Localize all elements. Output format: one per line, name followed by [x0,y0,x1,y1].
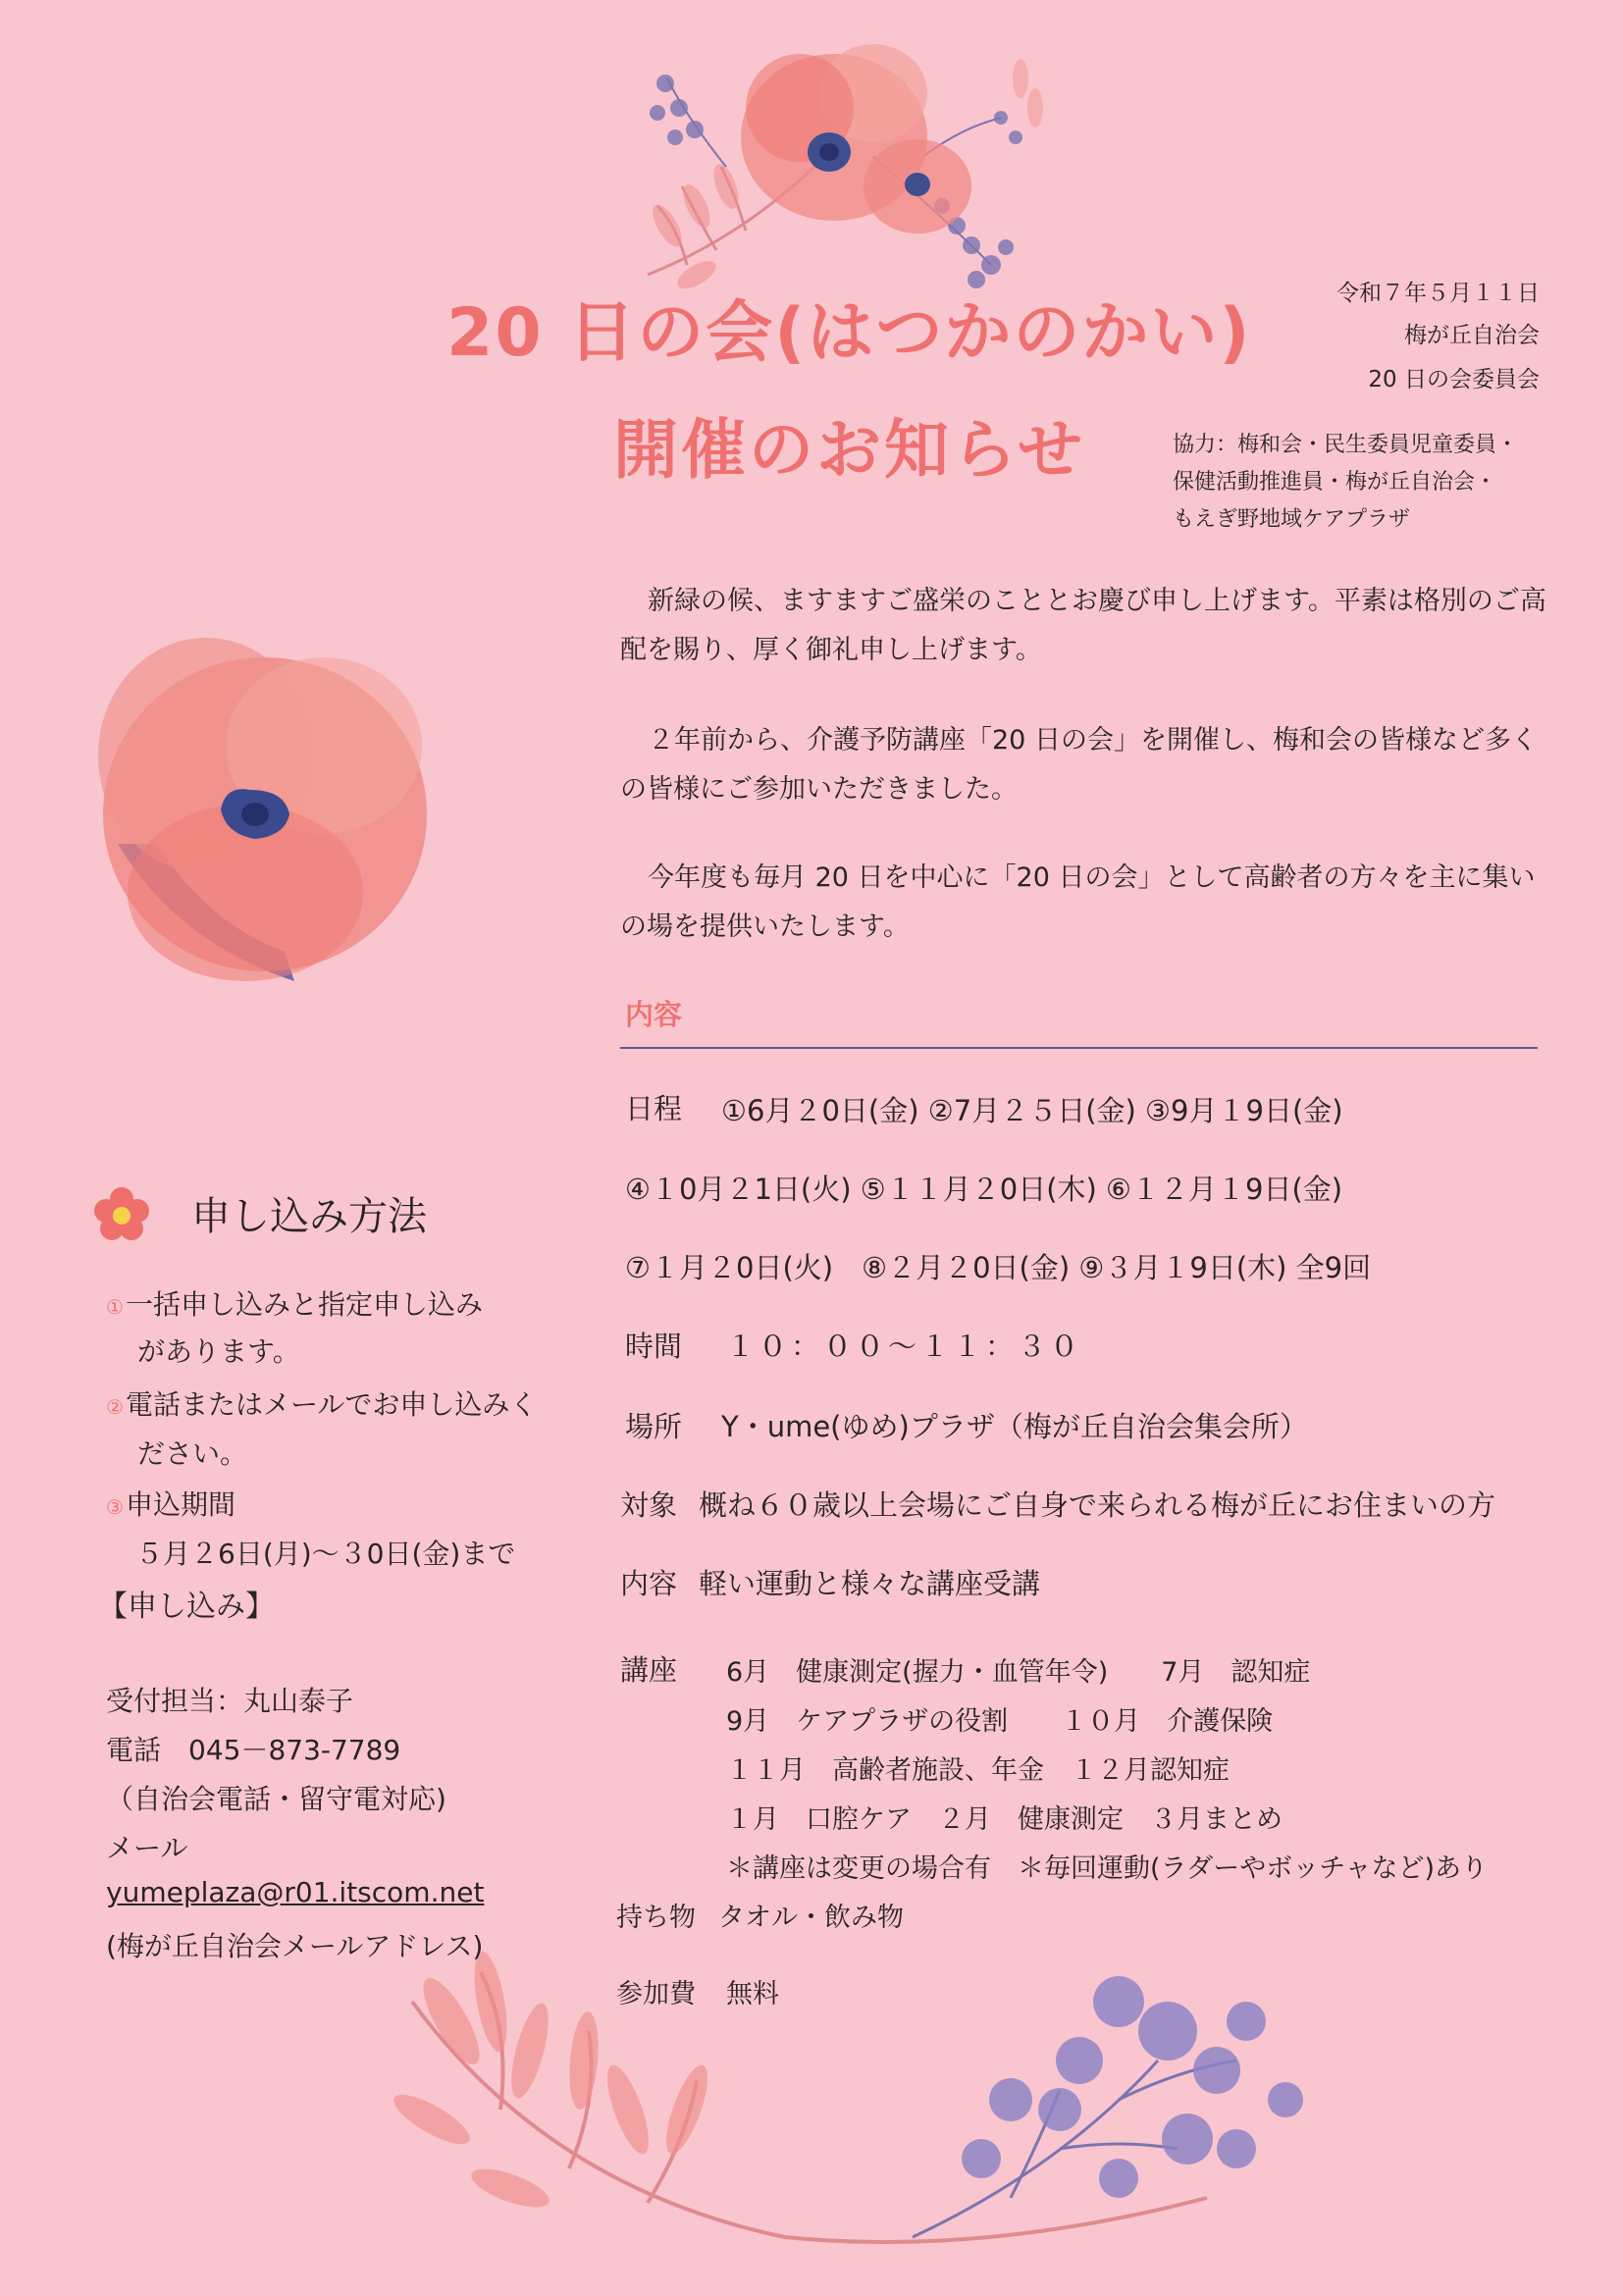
content-heading: 内容 [625,998,683,1031]
issuer-org: 梅が丘自治会 [1404,323,1540,348]
left-poppy-illustration [98,618,432,991]
step-number: ① [106,1295,124,1319]
title-line-1: 20 日の会(はつかのかい) [446,294,1252,372]
lecture-line: １１月 高齢者施設、年金 １２月認知症 [726,1755,1230,1786]
lecture-note: ＊講座は変更の場合有 ＊毎回運動(ラダーやボッチャなど)あり [726,1853,1488,1884]
issuer-committee: 20 日の会委員会 [1368,367,1540,392]
top-flower-illustration [628,39,1050,319]
time-value: １０：００～１１：３０ [726,1330,1083,1363]
schedule-line: ①6月２0日(金) ②7月２５日(金) ③9月１9日(金) [721,1094,1343,1127]
apply-heading: 申し込み方法 [191,1194,427,1239]
place-value: Y・ume(ゆめ)プラザ（梅が丘自治会集会所） [721,1410,1308,1443]
mail-label: メール [106,1832,188,1864]
apply-step-2-cont: ださい。 [137,1437,248,1470]
lecture-line: 9月 ケアプラザの役割 １０月 介護保険 [726,1706,1274,1737]
lecture-line: １月 口腔ケア ２月 健康測定 ３月まとめ [726,1804,1283,1835]
plum-blossom-icon [94,1187,149,1242]
cooperation-line: 保健活動推進員・梅が丘自治会・ [1173,470,1497,495]
intro-paragraph: ２年前から、介護予防講座「20 日の会」を開催し、梅和会の皆様など多くの皆様にご参加いただきました。 [620,725,1538,805]
apply-step-1-cont: があります。 [137,1335,300,1368]
cooperation-list [1173,427,1518,539]
apply-step-2: ②電話またはメールでお申し込みく [106,1388,538,1421]
step-number: ③ [106,1495,124,1519]
contact-person: 受付担当：丸山泰子 [106,1685,354,1717]
apply-step-3: ③申込期間 [106,1488,236,1521]
content-divider [620,1047,1538,1049]
step-number: ② [106,1395,124,1419]
schedule-line: ④１0月２1日(火) ⑤１１月２0日(木) ⑥１２月１9日(金) [625,1173,1343,1206]
place-label: 場所 [625,1410,683,1443]
cooperation-line: もえぎ野地域ケアプラザ [1173,507,1411,532]
apply-step-1: ①一括申し込みと指定申し込み [106,1288,483,1321]
bottom-leaves-illustration [373,1943,1374,2276]
apply-period: ５月２6日(月)～３0日(金)まで [135,1538,516,1570]
contact-email-link[interactable]: yumeplaza@r01.itscom.net [106,1876,485,1908]
time-label: 時間 [625,1330,683,1363]
lectures-label: 講座 [620,1653,678,1687]
schedule-label: 日程 [625,1092,683,1125]
email-note: (梅が丘自治会メールアドレス) [106,1930,484,1962]
lecture-line: 6月 健康測定(握力・血管年令) 7月 認知症 [726,1657,1311,1688]
target-value: 概ね６０歳以上会場にご自身で来られる梅が丘にお住まいの方 [699,1488,1496,1522]
items-value: タオル・飲み物 [718,1903,904,1933]
intro-paragraph: 新緑の候、ますますご盛栄のこととお慶び申し上げます。平素は格別のご高配を賜り、厚く御礼申し上げます。 [620,586,1546,665]
apply-bracket-heading: 【申し込み】 [98,1590,275,1624]
schedule-line: ⑦１月２0日(火) ⑧２月２0日(金) ⑨３月１9日(木) 全9回 [625,1251,1372,1284]
fee-label: 参加費 [616,1979,696,2009]
contents-value: 軽い運動と様々な講座受講 [699,1567,1041,1600]
issue-date: 令和７年５月１１日 [1336,281,1540,306]
intro-paragraph: 今年度も毎月 20 日を中心に「20 日の会」として高齢者の方々を主に集いの場を提供いたします。 [620,862,1536,942]
target-label: 対象 [620,1488,678,1522]
cooperation-line: 協力：梅和会・民生委員児童委員・ [1173,433,1519,457]
fee-value: 無料 [726,1979,779,2009]
items-label: 持ち物 [616,1903,696,1933]
phone-note: （自治会電話・留守電対応) [106,1783,446,1815]
title-line-2: 開催のお知らせ [613,412,1086,488]
contact-phone: 電話 045－873-7789 [106,1734,401,1766]
contents-label: 内容 [620,1567,678,1600]
